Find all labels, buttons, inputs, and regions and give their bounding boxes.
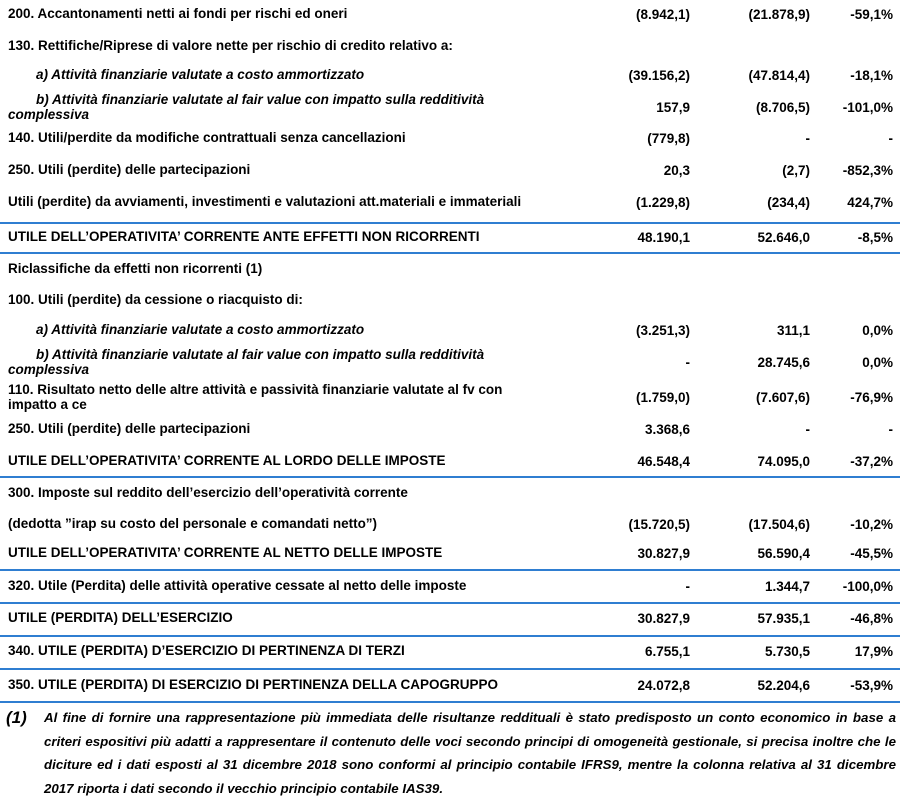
value-2017: 28.745,6: [757, 354, 810, 370]
subtotal-row: [0, 448, 900, 474]
table-row: [0, 511, 900, 537]
table-row: [0, 416, 900, 442]
value-variation: -8,5%: [857, 229, 893, 245]
subtotal-row: [0, 638, 900, 664]
row-label: UTILE DELL’OPERATIVITA’ CORRENTE AL LORDO DELLE IMPOSTE: [8, 453, 446, 469]
value-2018: (1.759,0): [635, 389, 690, 405]
divider: [0, 668, 900, 670]
table-row: [0, 156, 900, 184]
subtotal-row: [0, 224, 900, 250]
value-variation: 424,7%: [847, 194, 893, 210]
divider: [0, 252, 900, 254]
value-2018: -: [685, 354, 690, 370]
footnote-mark: (1): [6, 708, 27, 727]
divider: [0, 701, 900, 703]
value-2017: 52.204,6: [757, 677, 810, 693]
section-heading: [0, 256, 900, 282]
value-2018: -: [685, 578, 690, 594]
row-label: a) Attività finanziarie valutate a costo ammortizzato: [36, 67, 365, 83]
table-row: [0, 480, 900, 506]
value-variation: 17,9%: [854, 643, 893, 659]
row-label: b) Attività finanziarie valutate al fair value con impatto sulla redditività complessiva: [8, 346, 485, 377]
value-variation: 0,0%: [862, 322, 893, 338]
value-2017: 311,1: [776, 322, 810, 338]
value-2018: (3.251,3): [635, 322, 690, 338]
total-row: [0, 671, 900, 699]
table-row: [0, 32, 900, 60]
row-label: UTILE (PERDITA) DELL’ESERCIZIO: [8, 610, 233, 626]
row-label: 140. Utili/perdite da modifiche contrattuali senza cancellazioni: [8, 130, 406, 146]
value-variation: -852,3%: [842, 162, 893, 178]
subtotal-row: [0, 605, 900, 631]
value-variation: -45,5%: [850, 545, 893, 561]
row-label: 200. Accantonamenti netti ai fondi per rischi ed oneri: [8, 6, 348, 22]
value-variation: -18,1%: [850, 67, 893, 83]
value-2018: 30.827,9: [637, 545, 690, 561]
value-2017: 56.590,4: [757, 545, 810, 561]
value-2017: 52.646,0: [757, 229, 810, 245]
value-2017: 1.344,7: [764, 578, 810, 594]
row-label: 250. Utili (perdite) delle partecipazioni: [8, 421, 251, 437]
table-row: [0, 287, 900, 313]
row-label: 250. Utili (perdite) delle partecipazioni: [8, 162, 251, 178]
value-2018: 30.827,9: [637, 610, 690, 626]
value-2017: (17.504,6): [748, 516, 810, 532]
value-2018: 46.548,4: [637, 453, 690, 469]
value-2018: 3.368,6: [644, 421, 690, 437]
row-label: 110. Risultato netto delle altre attività e passività finanziarie valutate al fv con impatto a ce: [8, 381, 503, 412]
value-2018: 6.755,1: [644, 643, 690, 659]
row-label: 130. Rettifiche/Riprese di valore nette per rischio di credito relativo a:: [8, 38, 453, 54]
value-2018: (779,8): [647, 130, 690, 146]
value-2017: (21.878,9): [748, 6, 810, 22]
row-label: Riclassifiche da effetti non ricorrenti (1): [8, 261, 263, 277]
value-variation: -53,9%: [850, 677, 893, 693]
row-label: 300. Imposte sul reddito dell’esercizio dell’operatività corrente: [8, 485, 408, 501]
value-variation: -: [888, 130, 893, 146]
value-variation: -10,2%: [850, 516, 893, 532]
footnote: [0, 706, 896, 800]
value-2017: -: [805, 421, 810, 437]
value-2018: (15.720,5): [628, 516, 690, 532]
row-label: 100. Utili (perdite) da cessione o riacquisto di:: [8, 292, 303, 308]
value-2018: (1.229,8): [635, 194, 690, 210]
value-2017: (7.607,6): [755, 389, 810, 405]
value-2018: 157,9: [656, 99, 690, 115]
value-2017: (2,7): [782, 162, 810, 178]
row-label: 340. UTILE (PERDITA) D’ESERCIZIO DI PERTINENZA DI TERZI: [8, 643, 405, 659]
table-row: [0, 573, 900, 599]
value-variation: 0,0%: [862, 354, 893, 370]
row-label: 320. Utile (Perdita) delle attività operative cessate al netto delle imposte: [8, 578, 467, 594]
table-row: [0, 379, 900, 415]
value-2017: 5.730,5: [764, 643, 810, 659]
value-variation: -37,2%: [850, 453, 893, 469]
value-2017: (8.706,5): [755, 99, 810, 115]
divider: [0, 602, 900, 604]
value-2018: 20,3: [663, 162, 690, 178]
value-2017: 74.095,0: [757, 453, 810, 469]
divider: [0, 476, 900, 478]
divider: [0, 569, 900, 571]
table-row: [0, 90, 900, 124]
subtotal-row: [0, 540, 900, 566]
row-label: b) Attività finanziarie valutate al fair value con impatto sulla redditività complessiva: [8, 91, 485, 122]
table-row: [0, 317, 900, 343]
value-variation: -101,0%: [842, 99, 893, 115]
value-2017: 57.935,1: [757, 610, 810, 626]
table-row: [0, 184, 900, 220]
footnote-text: Al fine di fornire una rappresentazione più immediata delle risultanze reddituali è stato predisposto un conto economico in base a criteri espositivi più adatti a rappresentare il contenuto delle voci secondo principi di omogeneità gestionale, si precisa inoltre che le diciture ed i dati esposti al 31 dicembre 2018 sono conformi al principio contabile IFRS9, mentre la colonna relativa al 31 dicembre 2017 riporta i dati secondo il vecchio principio contabile IAS39.: [44, 710, 896, 796]
row-label: a) Attività finanziarie valutate a costo ammortizzato: [36, 322, 365, 338]
table-row: [0, 62, 900, 88]
value-variation: -46,8%: [850, 610, 893, 626]
value-2017: -: [805, 130, 810, 146]
value-2018: (8.942,1): [635, 6, 690, 22]
table-row: [0, 124, 900, 152]
row-label: Utili (perdite) da avviamenti, investimenti e valutazioni att.materiali e immateriali: [8, 194, 522, 210]
divider: [0, 635, 900, 637]
value-variation: -100,0%: [842, 578, 893, 594]
row-label: UTILE DELL’OPERATIVITA’ CORRENTE ANTE EFFETTI NON RICORRENTI: [8, 229, 480, 245]
value-2018: 48.190,1: [637, 229, 690, 245]
table-row: [0, 345, 900, 379]
value-variation: -: [888, 421, 893, 437]
row-label: UTILE DELL’OPERATIVITA’ CORRENTE AL NETTO DELLE IMPOSTE: [8, 545, 443, 561]
value-2018: (39.156,2): [628, 67, 690, 83]
row-label: (dedotta ”irap su costo del personale e comandati netto”): [8, 516, 378, 532]
value-2018: 24.072,8: [637, 677, 690, 693]
table-row: [0, 0, 900, 28]
value-variation: -59,1%: [850, 6, 893, 22]
value-variation: -76,9%: [850, 389, 893, 405]
value-2017: (234,4): [767, 194, 810, 210]
row-label: 350. UTILE (PERDITA) DI ESERCIZIO DI PERTINENZA DELLA CAPOGRUPPO: [8, 677, 499, 693]
value-2017: (47.814,4): [748, 67, 810, 83]
